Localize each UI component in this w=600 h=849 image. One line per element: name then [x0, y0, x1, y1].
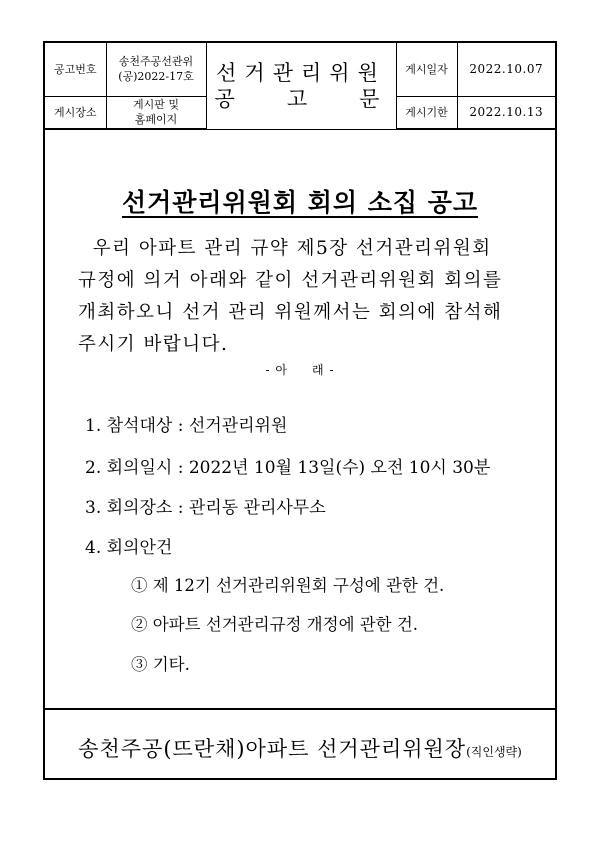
item-location: 3. 회의장소 : 관리동 관리사무소 [85, 498, 326, 518]
agenda-item-3: ③ 기타. [131, 655, 190, 674]
footer-seal-note: (직인생략) [466, 745, 522, 759]
item-datetime: 2. 회의일시 : 2022년 10월 13일(수) 오전 10시 30분 [85, 458, 491, 478]
body-line-1: 우리 아파트 관리 규약 제5장 선거관리위원회 [78, 238, 492, 259]
notice-title-wrap [45, 183, 555, 219]
post-place-line1: 게시판 및 [132, 98, 179, 112]
item-attendees: 1. 참석대상 : 선거관리위원 [85, 416, 288, 436]
post-place-line2: 홈페이지 [134, 113, 178, 127]
agenda-item-2: ② 아파트 선거관리규정 개정에 관한 건. [131, 615, 419, 634]
notice-word: 공 고 문 [214, 86, 388, 111]
footer-issuer-line [45, 733, 555, 763]
post-date-value: 2022.10.07 [457, 43, 555, 96]
notice-number-line2: (공)2022-17호 [118, 70, 194, 84]
notice-title-cell [206, 43, 396, 129]
post-place-value [106, 96, 206, 129]
committee-title: 선거관리위원 [216, 60, 386, 85]
notice-frame [43, 41, 557, 780]
post-deadline-label: 게시기한 [396, 96, 457, 129]
notice-header-table [45, 43, 555, 130]
agenda-item-1: ① 제 12기 선거관리위원회 구성에 관한 건. [131, 576, 445, 595]
item-agenda-heading: 4. 회의안건 [85, 538, 173, 558]
post-date-label: 게시일자 [396, 43, 457, 96]
footer-divider [45, 708, 555, 710]
body-line-3: 개최하오니 선거 관리 위원께서는 회의에 참석해 [78, 302, 503, 323]
footer-issuer: 송천주공(뜨란채)아파트 선거관리위원장 [78, 737, 467, 761]
notice-title: 선거관리위원회 회의 소집 공고 [121, 188, 479, 217]
notice-number-label: 공고번호 [45, 43, 106, 96]
notice-number-line1: 송천주공선관위 [118, 55, 194, 69]
notice-body [78, 233, 528, 361]
post-place-label: 게시장소 [45, 96, 106, 129]
body-line-4: 주시기 바랍니다. [78, 334, 229, 355]
notice-number-value [106, 43, 206, 96]
body-line-2: 규정에 의거 아래와 같이 선거관리위원회 회의를 [78, 270, 503, 291]
post-deadline-value: 2022.10.13 [457, 96, 555, 129]
sub-heading: - 아 래 - [265, 363, 335, 377]
